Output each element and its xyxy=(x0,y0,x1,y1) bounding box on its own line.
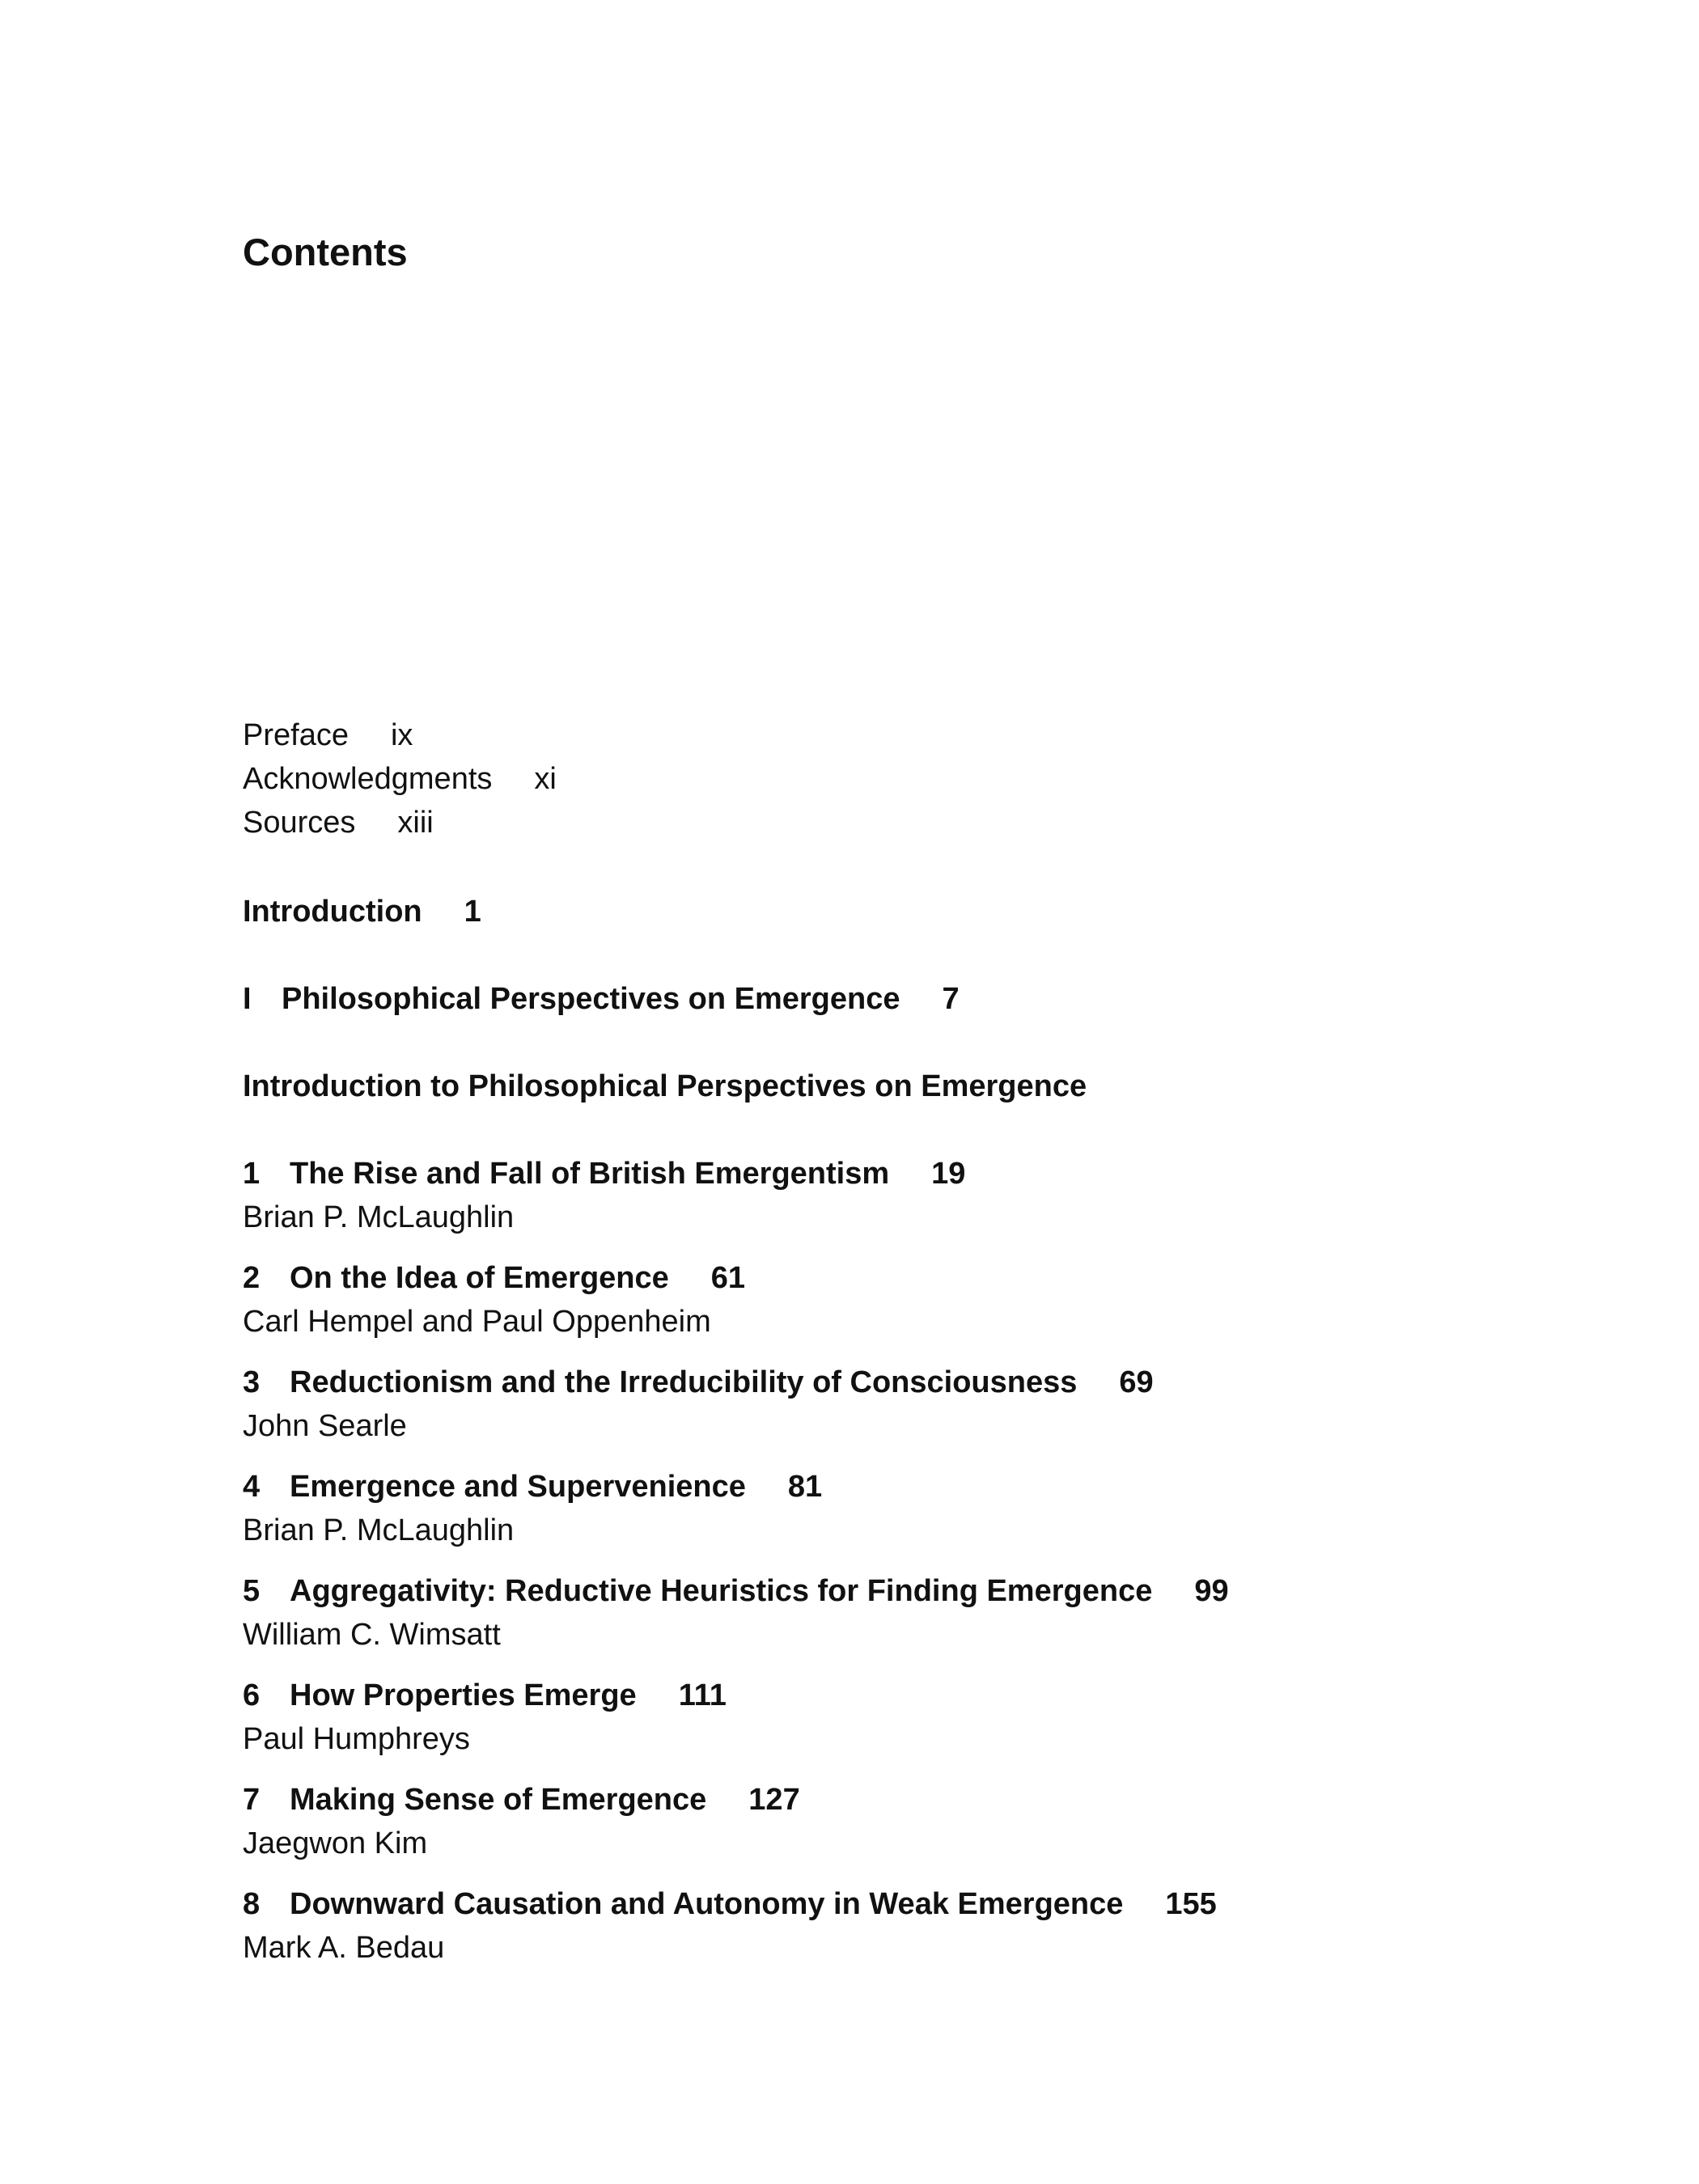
chapter-title-line xyxy=(243,1882,1229,1926)
chapter-number: 4 xyxy=(243,1470,261,1504)
chapter-page: 19 xyxy=(931,1157,966,1191)
toc-entry-acknowledgments xyxy=(243,757,557,801)
chapter-title: On the Idea of Emergence xyxy=(290,1261,669,1295)
chapter-page: 127 xyxy=(748,1783,800,1817)
part-page: 7 xyxy=(942,982,960,1016)
entry-label: Sources xyxy=(243,806,356,840)
chapter-page: 69 xyxy=(1119,1365,1154,1399)
toc-entry-introduction xyxy=(243,890,481,933)
toc-entry-preface xyxy=(243,713,557,757)
chapter-author: John Searle xyxy=(243,1409,407,1443)
entry-page: ix xyxy=(390,718,413,752)
front-matter-list xyxy=(243,713,557,844)
chapter-author: William C. Wimsatt xyxy=(243,1618,501,1652)
chapter-title: Making Sense of Emergence xyxy=(290,1783,707,1817)
chapter-number: 3 xyxy=(243,1365,261,1399)
entry-page: xi xyxy=(534,762,557,796)
chapter-author: Mark A. Bedau xyxy=(243,1931,445,1965)
chapter-title: Aggregativity: Reductive Heuristics for Finding Emergence xyxy=(290,1574,1153,1608)
chapter-title-line xyxy=(243,1569,1229,1613)
entry-label: Acknowledgments xyxy=(243,762,493,796)
chapter-author: Jaegwon Kim xyxy=(243,1826,428,1860)
chapter-entry xyxy=(243,1882,1229,1987)
chapter-number: 6 xyxy=(243,1678,261,1712)
chapter-entry xyxy=(243,1569,1229,1674)
chapter-title-line xyxy=(243,1256,1229,1300)
chapter-list xyxy=(243,1152,1229,1987)
chapter-title-line xyxy=(243,1361,1229,1404)
chapter-page: 99 xyxy=(1194,1574,1229,1608)
chapter-page: 61 xyxy=(710,1261,746,1295)
toc-entry-sources xyxy=(243,801,557,844)
entry-page: 1 xyxy=(464,895,481,929)
entry-label: Introduction xyxy=(243,895,422,929)
chapter-entry xyxy=(243,1256,1229,1361)
chapter-title: Reductionism and the Irreducibility of Consciousness xyxy=(290,1365,1078,1399)
chapter-title: The Rise and Fall of British Emergentism xyxy=(290,1157,890,1191)
chapter-entry xyxy=(243,1361,1229,1465)
chapter-number: 5 xyxy=(243,1574,261,1608)
chapter-entry xyxy=(243,1465,1229,1569)
chapter-title: How Properties Emerge xyxy=(290,1678,637,1712)
chapter-author: Brian P. McLaughlin xyxy=(243,1513,515,1547)
chapter-entry xyxy=(243,1778,1229,1882)
chapter-number: 8 xyxy=(243,1887,261,1921)
chapter-author: Brian P. McLaughlin xyxy=(243,1200,515,1234)
chapter-number: 2 xyxy=(243,1261,261,1295)
chapter-number: 1 xyxy=(243,1157,261,1191)
part-number: I xyxy=(243,982,252,1016)
page-title: Contents xyxy=(243,231,408,273)
chapter-title-line xyxy=(243,1674,1229,1717)
chapter-title-line xyxy=(243,1778,1229,1822)
chapter-title-line xyxy=(243,1152,1229,1196)
chapter-entry xyxy=(243,1674,1229,1778)
toc-part-heading xyxy=(243,977,960,1021)
chapter-title-line xyxy=(243,1465,1229,1509)
chapter-number: 7 xyxy=(243,1783,261,1817)
chapter-title: Downward Causation and Autonomy in Weak Emergence xyxy=(290,1887,1124,1921)
chapter-entry xyxy=(243,1152,1229,1256)
chapter-page: 111 xyxy=(678,1678,727,1712)
chapter-author: Carl Hempel and Paul Oppenheim xyxy=(243,1305,711,1339)
toc-part-introduction: Introduction to Philosophical Perspectives on Emergence xyxy=(243,1069,1087,1103)
chapter-page: 81 xyxy=(787,1470,823,1504)
entry-label: Preface xyxy=(243,718,349,752)
part-title: Philosophical Perspectives on Emergence xyxy=(282,982,900,1016)
chapter-title: Emergence and Supervenience xyxy=(290,1470,746,1504)
entry-page: xiii xyxy=(397,806,434,840)
chapter-page: 155 xyxy=(1165,1887,1217,1921)
chapter-author: Paul Humphreys xyxy=(243,1722,470,1756)
